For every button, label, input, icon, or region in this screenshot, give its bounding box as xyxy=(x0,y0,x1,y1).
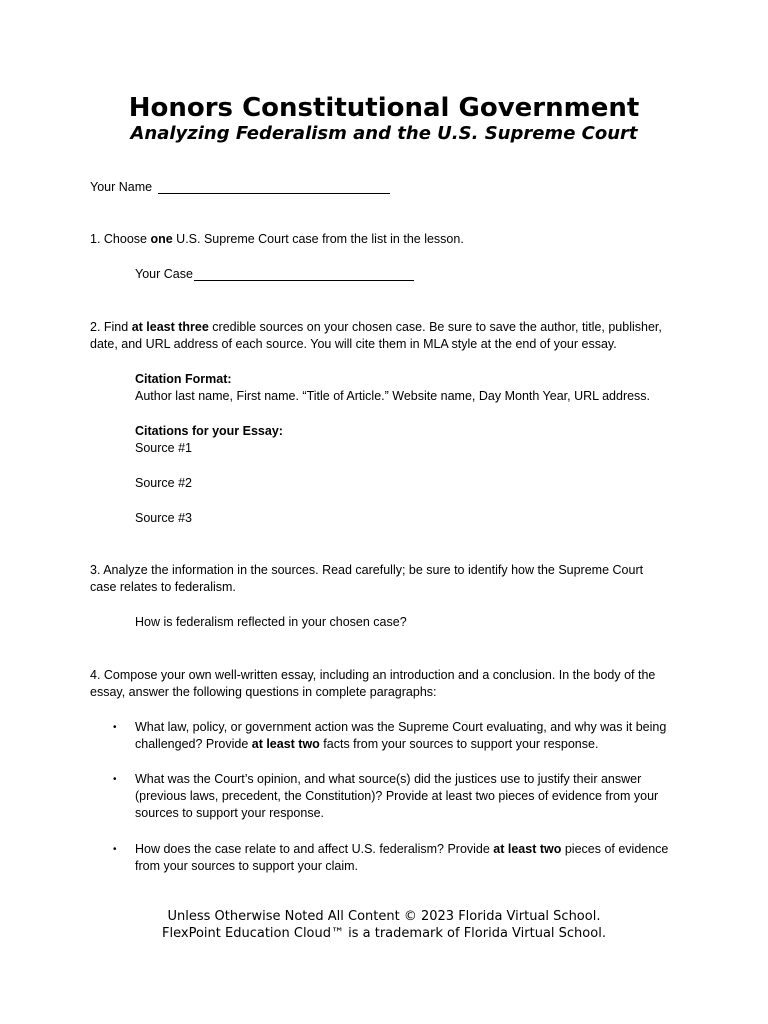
case-label: Your Case xyxy=(135,267,193,281)
bullet-marker: • xyxy=(113,774,117,785)
step2-instruction-line1 xyxy=(90,319,662,336)
bullet-marker: • xyxy=(113,844,117,855)
citation-format-heading: Citation Format: xyxy=(135,372,232,386)
step2-text-bold: at least three xyxy=(131,320,209,334)
page-footer xyxy=(0,908,768,942)
bullet-3-text-pre: How does the case relate to and affect U.S. federalism? Provide xyxy=(135,842,494,856)
bullet-1-line1: What law, policy, or government action was the Supreme Court evaluating, and why was it being xyxy=(135,720,667,734)
step1-instruction xyxy=(90,231,464,248)
name-label: Your Name xyxy=(90,180,153,194)
bullet-3-line1 xyxy=(135,841,668,858)
document-subtitle: Analyzing Federalism and the U.S. Supreme Court xyxy=(130,123,638,144)
bullet-2-line2: (previous laws, precedent, the Constitution)? Provide at least two pieces of evidence from your xyxy=(135,789,659,803)
footer-trademark: FlexPoint Education Cloud™ is a trademark of Florida Virtual School. xyxy=(162,926,606,941)
name-blank-line[interactable] xyxy=(158,192,390,194)
step1-text-pre: 1. Choose xyxy=(90,232,151,246)
bullet-marker: • xyxy=(113,722,117,733)
bullet-3-text-bold: at least two xyxy=(493,842,562,856)
bullet-1-text-bold: at least two xyxy=(251,737,320,751)
source-2-label: Source #2 xyxy=(135,476,192,490)
source-3-label: Source #3 xyxy=(135,511,192,525)
citations-heading: Citations for your Essay: xyxy=(135,424,283,438)
bullet-1-text-post: facts from your sources to support your response. xyxy=(319,737,599,751)
step2-instruction-line2: date, and URL address of each source. You will cite them in MLA style at the end of your essay. xyxy=(90,337,617,351)
step1-text-bold: one xyxy=(150,232,173,246)
step3-question: How is federalism reflected in your chosen case? xyxy=(135,615,407,629)
step4-instruction-line1: 4. Compose your own well-written essay, including an introduction and a conclusion. In the body of the xyxy=(90,668,656,682)
citation-format-text: Author last name, First name. “Title of Article.” Website name, Day Month Year, URL address. xyxy=(135,389,651,403)
step2-text-post: credible sources on your chosen case. Be sure to save the author, title, publisher, xyxy=(208,320,662,334)
footer-copyright: Unless Otherwise Noted All Content © 2023 Florida Virtual School. xyxy=(167,909,601,924)
bullet-3-text-post: pieces of evidence xyxy=(561,842,669,856)
bullet-1-text-pre: challenged? Provide xyxy=(135,737,252,751)
step3-instruction-line1: 3. Analyze the information in the sources. Read carefully; be sure to identify how the Supreme Court xyxy=(90,563,644,577)
step2-text-pre: 2. Find xyxy=(90,320,132,334)
bullet-2-line3: sources to support your response. xyxy=(135,806,324,820)
bullet-2-line1: What was the Court’s opinion, and what source(s) did the justices use to justify their answer xyxy=(135,772,642,786)
case-blank-line[interactable] xyxy=(194,279,414,281)
bullet-3-line2: from your sources to support your claim. xyxy=(135,859,358,873)
source-1-label: Source #1 xyxy=(135,441,192,455)
step1-text-post: U.S. Supreme Court case from the list in the lesson. xyxy=(172,232,464,246)
step3-instruction-line2: case relates to federalism. xyxy=(90,580,236,594)
document-title: Honors Constitutional Government xyxy=(128,93,640,123)
step4-instruction-line2: essay, answer the following questions in complete paragraphs: xyxy=(90,685,437,699)
bullet-1-line2 xyxy=(135,736,598,753)
